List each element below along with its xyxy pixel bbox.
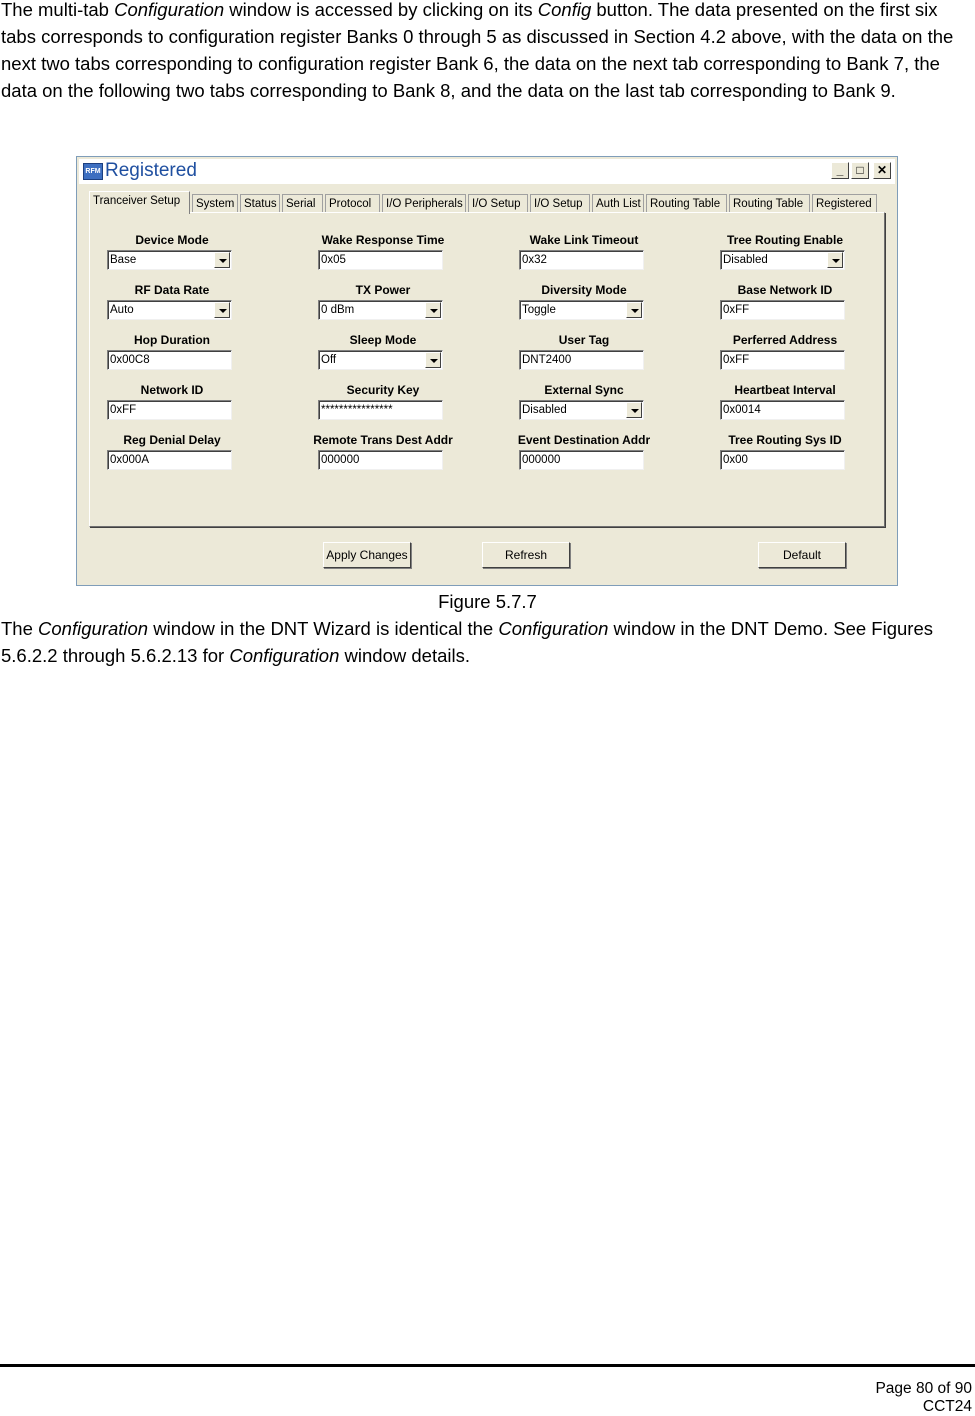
- tree-routing-sys-id-input[interactable]: [720, 450, 845, 470]
- field-label: Tree Routing Enable: [726, 233, 843, 247]
- field-value: 0x00C8: [110, 354, 150, 366]
- outro-emphasis: Configuration: [498, 618, 609, 639]
- field-value: 0xFF: [723, 304, 750, 316]
- field-value: ****************: [321, 404, 393, 416]
- reg-denial-delay-input[interactable]: [107, 450, 232, 470]
- field-value: 0xFF: [110, 404, 137, 416]
- tab-routing-table[interactable]: Routing Table: [646, 194, 727, 213]
- configuration-window-screenshot: [76, 156, 898, 586]
- field-value: 000000: [522, 454, 561, 466]
- wake-link-timeout-input[interactable]: [519, 250, 644, 270]
- outro-emphasis: Configuration: [229, 645, 340, 666]
- outro-text: window details.: [339, 645, 470, 666]
- intro-emphasis: Configuration: [114, 0, 225, 20]
- close-icon[interactable]: ✕: [873, 162, 891, 179]
- field-label: Remote Trans Dest Addr: [313, 433, 453, 447]
- intro-paragraph: [1, 0, 973, 104]
- tree-routing-enable-select[interactable]: [720, 250, 845, 270]
- document-code: CCT24: [922, 1398, 972, 1415]
- tab-protocol[interactable]: Protocol: [325, 194, 380, 213]
- tab-i-o-setup[interactable]: I/O Setup: [530, 194, 590, 213]
- field-value: DNT2400: [522, 354, 572, 366]
- field-label: Reg Denial Delay: [123, 433, 221, 447]
- field-value: Base: [110, 254, 137, 266]
- minimize-icon[interactable]: _: [831, 162, 849, 179]
- outro-text: window in the DNT Wizard is identical the: [148, 618, 499, 639]
- field-value: 0x0014: [723, 404, 761, 416]
- field-label: Wake Link Timeout: [529, 233, 639, 247]
- tab-tranceiver-setup[interactable]: Tranceiver Setup: [89, 191, 190, 214]
- dropdown-arrow-icon[interactable]: [626, 402, 642, 418]
- hop-duration-input[interactable]: [107, 350, 232, 370]
- field-value: Off: [321, 354, 337, 366]
- tab-i-o-peripherals[interactable]: I/O Peripherals: [382, 194, 466, 213]
- field-label: External Sync: [544, 383, 624, 397]
- field-label: Wake Response Time: [321, 233, 445, 247]
- default-button[interactable]: Default: [758, 542, 846, 568]
- outro-paragraph: [1, 615, 973, 669]
- dropdown-arrow-icon[interactable]: [626, 302, 642, 318]
- dropdown-arrow-icon[interactable]: [425, 352, 441, 368]
- dropdown-arrow-icon[interactable]: [214, 302, 230, 318]
- event-destination-addr-input[interactable]: [519, 450, 644, 470]
- field-label: RF Data Rate: [134, 283, 210, 297]
- tab-system[interactable]: System: [192, 194, 238, 213]
- tab-auth-list[interactable]: Auth List: [592, 194, 644, 213]
- rf-data-rate-select[interactable]: [107, 300, 232, 320]
- user-tag-input[interactable]: [519, 350, 644, 370]
- field-value: 0x32: [522, 254, 547, 266]
- outro-emphasis: Configuration: [38, 618, 149, 639]
- tab-registered[interactable]: Registered: [812, 194, 877, 213]
- field-label: User Tag: [558, 333, 610, 347]
- maximize-icon[interactable]: □: [851, 162, 869, 179]
- remote-trans-dest-addr-input[interactable]: [318, 450, 443, 470]
- tab-serial[interactable]: Serial: [282, 194, 323, 213]
- tab-status[interactable]: Status: [240, 194, 280, 213]
- network-id-input[interactable]: [107, 400, 232, 420]
- perferred-address-input[interactable]: [720, 350, 845, 370]
- intro-emphasis: Config: [537, 0, 592, 20]
- outro-text: The: [1, 618, 39, 639]
- device-mode-select[interactable]: [107, 250, 232, 270]
- intro-text: button. The data presented on the first six tabs corresponds to configuration register Banks 0 through 5 as discussed in Section 4.2 above, with the data on the next two tabs corresponding to configuration register Bank 6, the data on the next tab corresponding to Bank 7, the data on the following two tabs corresponding to Bank 8, and the data on the last tab corresponding to Bank 9.: [1, 0, 954, 101]
- tx-power-select[interactable]: [318, 300, 443, 320]
- heartbeat-interval-input[interactable]: [720, 400, 845, 420]
- field-value: 0xFF: [723, 354, 750, 366]
- footer-divider: [0, 1364, 975, 1367]
- dropdown-arrow-icon[interactable]: [425, 302, 441, 318]
- dropdown-arrow-icon[interactable]: [827, 252, 843, 268]
- intro-text: window is accessed by clicking on its: [224, 0, 538, 20]
- page-number: Page 80 of 90: [875, 1380, 972, 1397]
- field-value: 0x05: [321, 254, 346, 266]
- field-label: Tree Routing Sys ID: [728, 433, 842, 447]
- field-value: Auto: [110, 304, 134, 316]
- field-label: Sleep Mode: [349, 333, 417, 347]
- refresh-button[interactable]: Refresh: [482, 542, 570, 568]
- security-key-input[interactable]: [318, 400, 443, 420]
- window-title: Registered: [105, 160, 197, 181]
- tab-i-o-setup[interactable]: I/O Setup: [468, 194, 528, 213]
- sleep-mode-select[interactable]: [318, 350, 443, 370]
- field-value: 0x00: [723, 454, 748, 466]
- field-value: 0x000A: [110, 454, 150, 466]
- outro-text: window in the DNT Demo. See Figures 5.6.2.2 through 5.6.2.13 for: [1, 618, 933, 666]
- field-label: Device Mode: [135, 233, 209, 247]
- diversity-mode-select[interactable]: [519, 300, 644, 320]
- field-label: Heartbeat Interval: [734, 383, 836, 397]
- field-label: Hop Duration: [134, 333, 210, 347]
- wake-response-time-input[interactable]: [318, 250, 443, 270]
- figure-caption: Figure 5.7.7: [438, 591, 537, 612]
- field-value: 0 dBm: [321, 304, 355, 316]
- field-label: Perferred Address: [732, 333, 838, 347]
- window-titlebar: [79, 159, 895, 184]
- dropdown-arrow-icon[interactable]: [214, 252, 230, 268]
- tab-routing-table[interactable]: Routing Table: [729, 194, 810, 213]
- field-label: Security Key: [346, 383, 420, 397]
- field-label: Network ID: [140, 383, 204, 397]
- field-label: Event Destination Addr: [517, 433, 651, 447]
- field-value: Toggle: [522, 304, 556, 316]
- intro-text: The multi-tab: [1, 0, 115, 20]
- field-label: Diversity Mode: [541, 283, 627, 297]
- base-network-id-input[interactable]: [720, 300, 845, 320]
- field-value: Disabled: [522, 404, 567, 416]
- external-sync-select[interactable]: [519, 400, 644, 420]
- field-label: Base Network ID: [737, 283, 833, 297]
- apply-changes-button[interactable]: Apply Changes: [323, 542, 411, 568]
- field-label: TX Power: [355, 283, 411, 297]
- field-value: 000000: [321, 454, 360, 466]
- app-logo-icon: RFM: [83, 163, 103, 180]
- field-value: Disabled: [723, 254, 768, 266]
